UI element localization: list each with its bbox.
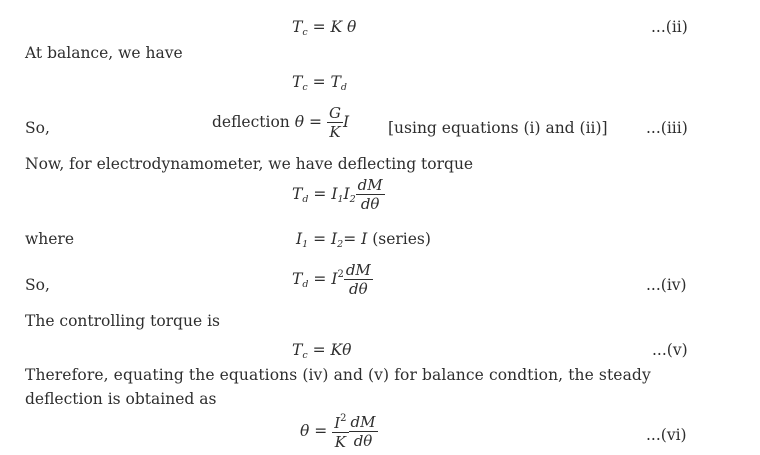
- tag-iii: ...(iii): [646, 119, 688, 137]
- equation-iii: [212, 106, 349, 140]
- eq4-den: dθ: [348, 280, 368, 298]
- eq4-lhs-sub: d: [302, 279, 309, 290]
- eqs-a-sub: 1: [302, 239, 309, 250]
- eqtd-i2-sub: 2: [349, 194, 356, 205]
- eq6-num-sup: 2: [340, 413, 347, 424]
- tag-iv: ...(iv): [646, 276, 687, 294]
- eq5-rhs: Kθ: [330, 341, 352, 359]
- eq2-rhs: K θ: [330, 18, 357, 36]
- eq6-fraction-1: [332, 414, 348, 450]
- tag-ii: ...(ii): [651, 18, 688, 36]
- eq3-pre: deflection: [212, 113, 290, 131]
- eq3-post: I: [342, 113, 350, 131]
- text-so-2: So,: [25, 276, 50, 294]
- eqtd-i1: I: [331, 185, 338, 203]
- eqtd-i1-sub: 1: [337, 194, 344, 205]
- eq4-num: dM: [345, 261, 371, 279]
- equation-td: [292, 178, 385, 212]
- eqtd-num: dM: [357, 176, 383, 194]
- eq6-op: =: [314, 422, 328, 440]
- text-therefore: Therefore, equating the equations (iv) and (v) for balance condtion, the steady: [25, 366, 651, 384]
- eq2-lhs-sub: c: [302, 27, 308, 38]
- eq3-fraction: [327, 106, 343, 140]
- eqbal-rhs: T: [330, 73, 341, 91]
- eqbal-rhs-sub: d: [340, 82, 347, 93]
- eq6-den-k: K: [334, 433, 346, 451]
- tag-vi: ...(vi): [646, 426, 687, 444]
- equation-v: [292, 341, 351, 361]
- eq3-den: K: [329, 123, 341, 141]
- eq3-lhs: θ: [294, 113, 305, 131]
- eq4-i: I: [331, 270, 338, 288]
- eqtd-op: =: [313, 185, 327, 203]
- eq4-fraction: [344, 263, 373, 297]
- equation-balance: [292, 73, 347, 93]
- eq2-op: =: [312, 18, 326, 36]
- text-now-for: Now, for electrodynamometer, we have deflecting torque: [25, 155, 474, 173]
- text-where: where: [25, 230, 75, 248]
- eq6-fraction-2: [349, 415, 378, 449]
- text-so-1: So,: [25, 119, 50, 137]
- eq5-lhs-sub: c: [302, 350, 308, 361]
- text-at-balance: At balance, we have: [25, 44, 183, 62]
- equation-iv: [292, 263, 373, 297]
- eq6-den2: dθ: [353, 432, 373, 450]
- eq3-op: =: [309, 113, 323, 131]
- eq4-lhs: T: [292, 270, 303, 288]
- eqtd-den: dθ: [360, 195, 380, 213]
- text-deflection-obtained: deflection is obtained as: [25, 390, 217, 408]
- equation-ii: [292, 18, 356, 38]
- eqbal-lhs: T: [292, 73, 303, 91]
- eqtd-lhs: T: [292, 185, 303, 203]
- eq4-op: =: [313, 270, 327, 288]
- eqtd-lhs-sub: d: [302, 194, 309, 205]
- eq3-num: G: [328, 104, 341, 122]
- text-controlling: The controlling torque is: [25, 312, 220, 330]
- eqs-a: I: [296, 230, 303, 248]
- eq6-num2: dM: [350, 413, 376, 431]
- eqs-b: I: [331, 230, 338, 248]
- eqs-op2: =: [343, 230, 357, 248]
- tag-v: ...(v): [652, 341, 688, 359]
- eq4-sup: 2: [337, 269, 344, 280]
- eq5-lhs: T: [292, 341, 303, 359]
- eqs-b-sub: 2: [337, 239, 344, 250]
- equation-vi: [300, 414, 378, 450]
- eqs-op1: =: [313, 230, 327, 248]
- eq5-op: =: [312, 341, 326, 359]
- eqbal-op: =: [312, 73, 326, 91]
- eq6-num-i: I: [334, 414, 341, 432]
- eqbal-lhs-sub: c: [302, 82, 308, 93]
- eqtd-fraction: [356, 178, 385, 212]
- eqtd-i2: I: [343, 185, 350, 203]
- eqs-c: I: [361, 230, 368, 248]
- equation-series: [296, 230, 431, 250]
- eq2-lhs: T: [292, 18, 303, 36]
- eq6-lhs: θ: [300, 422, 310, 440]
- eqs-note: (series): [372, 230, 431, 248]
- eq3-note: [using equations (i) and (ii)]: [388, 119, 608, 137]
